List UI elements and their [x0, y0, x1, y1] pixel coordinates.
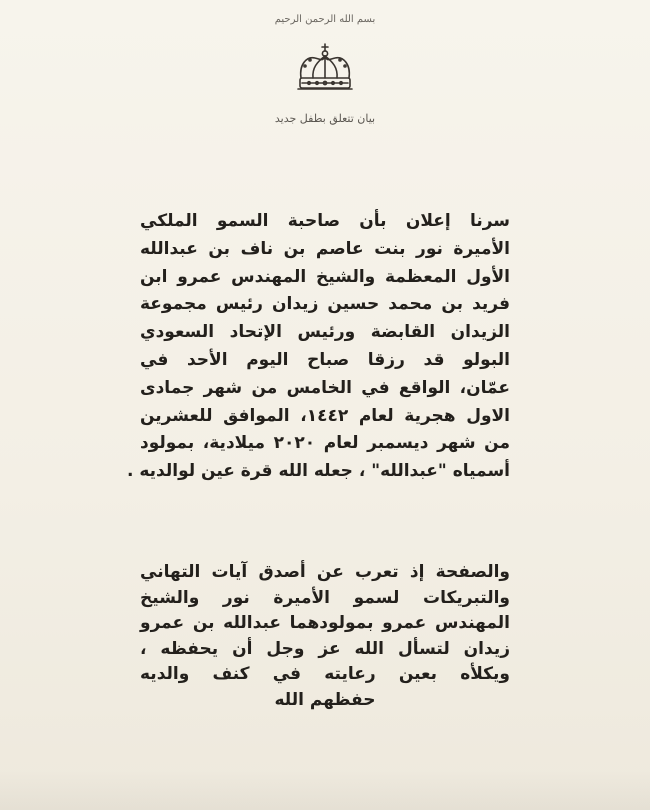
congratulations-paragraph: [140, 560, 510, 713]
text-line: فريد بن محمد حسين زيدان رئيس مجموعة: [140, 294, 510, 315]
paper-shadow: [0, 770, 650, 810]
text-line: المهندس عمرو بمولودهما عبدالله بن عمرو: [140, 613, 510, 633]
text-line: الزيدان القابضة ورئيس الإتحاد السعودي: [140, 322, 510, 343]
text-line: الأول المعظمة والشيخ المهندس عمرو ابن: [140, 266, 510, 287]
letterhead: [0, 0, 650, 150]
text-line: من شهر ديسمبر لعام ٢٠٢٠ ميلادية، بمولود: [140, 433, 510, 454]
text-line: زيدان لتسأل الله عز وجل أن يحفظه ،: [140, 638, 510, 659]
crown-icon: [293, 42, 357, 94]
text-line: والصفحة إذ تعرب عن أصدق آيات التهاني: [140, 562, 510, 582]
text-line: الأميرة نور بنت عاصم بن ناف بن عبدالله: [140, 238, 510, 259]
text-line: سرنا إعلان بأن صاحبة السمو الملكي: [140, 211, 510, 231]
text-line: الاول هجرية لعام ١٤٤٢، الموافق للعشرين: [140, 405, 511, 426]
closing-blessing: حفظهم الله: [274, 689, 376, 710]
basmala: بسم الله الرحمن الرحيم: [274, 14, 376, 25]
subheading: بيان تتعلق بطفل جديد: [274, 112, 376, 125]
text-line: ويكلأه بعين رعايته في كنف والديه: [140, 664, 510, 684]
text-line: والتبريكات لسمو الأميرة نور والشيخ: [140, 587, 510, 608]
text-line: عمّان، الواقع في الخامس من شهر جمادى: [140, 377, 510, 398]
text-line: أسمياه "عبدالله" ، جعله الله قرة عين لوالديه .: [126, 461, 510, 482]
text-line: البولو قد رزقا صباح اليوم الأحد في: [140, 349, 510, 370]
announcement-paragraph: [126, 208, 511, 486]
